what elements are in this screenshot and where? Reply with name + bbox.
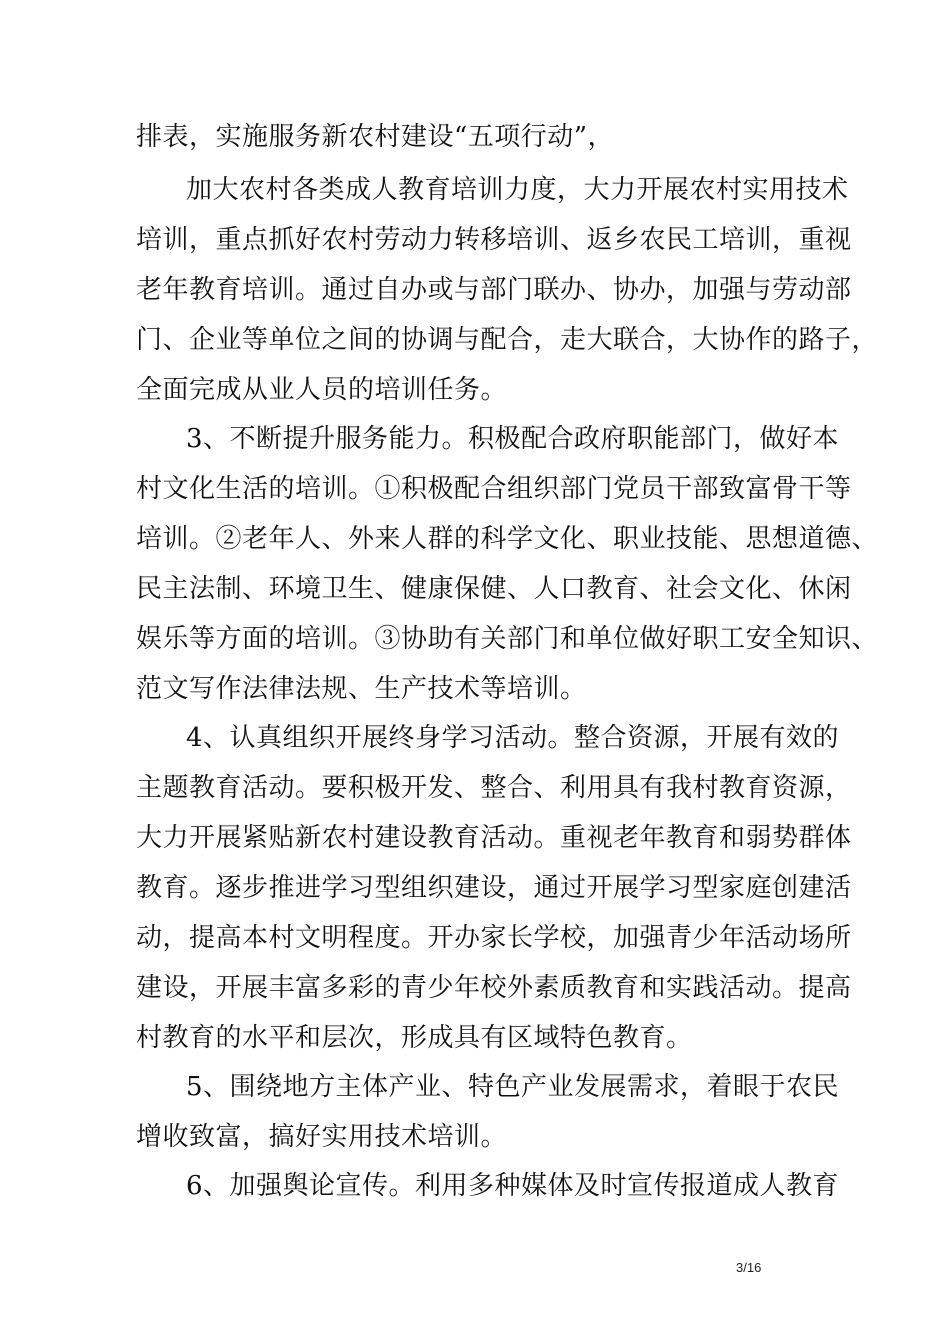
- text-line: 村教育的水平和层次，形成具有区域特色教育。: [136, 1023, 693, 1053]
- text-line: 建设，开展丰富多彩的青少年校外素质教育和实践活动。提高: [136, 973, 852, 1003]
- text-line: 村文化生活的培训。①积极配合组织部门党员干部致富骨干等: [136, 474, 852, 504]
- text-line: 范文写作法律法规、生产技术等培训。: [136, 674, 587, 704]
- text-line: 全面完成从业人员的培训任务。: [136, 375, 508, 405]
- text-line: 动，提高本村文明程度。开办家长学校，加强青少年活动场所: [136, 923, 852, 953]
- text-line: 培训。②老年人、外来人群的科学文化、职业技能、思想道德、: [136, 524, 879, 554]
- text-line: 主题教育活动。要积极开发、整合、利用具有我村教育资源，: [136, 773, 852, 803]
- text-line: 民主法制、环境卫生、健康保健、人口教育、社会文化、休闲: [136, 574, 852, 604]
- text-line: 娱乐等方面的培训。③协助有关部门和单位做好职工安全知识、: [136, 624, 879, 654]
- text-line: 大力开展紧贴新农村建设教育活动。重视老年教育和弱势群体: [136, 823, 852, 853]
- text-line: 增收致富，搞好实用技术培训。: [136, 1122, 508, 1152]
- text-line: 培训，重点抓好农村劳动力转移培训、返乡农民工培训，重视: [136, 225, 852, 255]
- paragraph-start-line: 3、不断提升服务能力。积极配合政府职能部门，做好本: [186, 424, 840, 454]
- paragraph-start-line: 5、围绕地方主体产业、特色产业发展需求，着眼于农民: [186, 1072, 840, 1102]
- text-line: 老年教育培训。通过自办或与部门联办、协办，加强与劳动部: [136, 275, 852, 305]
- paragraph-start-line: 加大农村各类成人教育培训力度，大力开展农村实用技术: [186, 175, 849, 205]
- page-number: 3/16: [736, 1260, 762, 1275]
- text-line: 排表，实施服务新农村建设“五项行动”，: [136, 122, 615, 152]
- text-line: 门、企业等单位之间的协调与配合，走大联合，大协作的路子，: [136, 325, 879, 355]
- paragraph-start-line: 6、加强舆论宣传。利用多种媒体及时宣传报道成人教育: [186, 1171, 840, 1201]
- paragraph-start-line: 4、认真组织开展终身学习活动。整合资源，开展有效的: [186, 723, 840, 753]
- text-line: 教育。逐步推进学习型组织建设，通过开展学习型家庭创建活: [136, 873, 852, 903]
